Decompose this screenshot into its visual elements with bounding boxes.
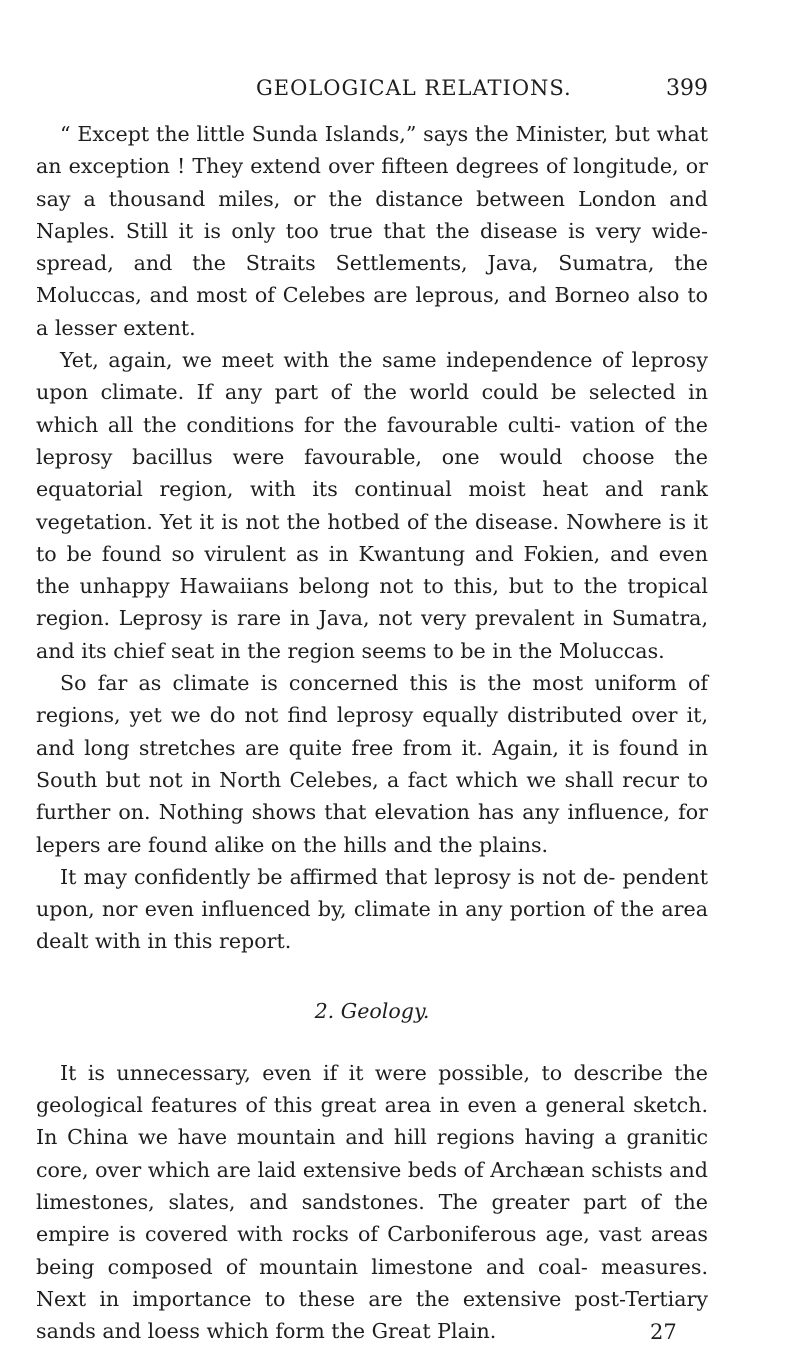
paragraph-geology: It is unnecessary, even if it were possible, to describe the geological features of this great area in even a general sketch. In China we have mountain and hill regions having a granitic core, over which are laid extensive beds of Archæan schists and limestones, slates, and sandstones. The greater part of the empire is covered with rocks of Carboniferous age, vast areas being composed of mountain limestone and coal- measures. Next in importance to these are the extensive post-Tertiary sands and loess which form the Great Plain.: [36, 1060, 708, 1344]
signature-mark: 27: [650, 1320, 677, 1344]
section-title: Geology.: [340, 998, 430, 1023]
paragraph-climate-independence: Yet, again, we meet with the same independence of leprosy upon climate. If any part of the world could be selected in which all the conditions for the favourable culti- vation of the leprosy bacillus were favourable, one would choose the equatorial region, with its continual moist heat and rank vegetation. Yet it is not the hotbed of the disease. Nowhere is it to be found so virulent as in Kwantung and Fokien, and even the unhappy Hawaiians belong not to this, but to the tropical region. Leprosy is rare in Java, not very prevalent in Sumatra, and its chief seat in the region seems to be in the Moluccas.: [36, 348, 708, 663]
paragraph-climate-intro: “ Except the little Sunda Islands,” says the Minister, but what an exception ! They extend over fifteen degrees of longitude, or say a thousand miles, or the distance between London and Naples. Still it is only too true that the disease is very wide-spread, and the Straits Settlements, Java, Sumatra, the Moluccas, and most of Celebes are leprous, and Borneo also to a lesser extent.: [36, 122, 708, 340]
section-heading: [36, 995, 708, 1027]
body-text: [36, 118, 708, 1347]
section-number: 2.: [314, 998, 335, 1023]
running-title: GEOLOGICAL RELATIONS.: [256, 76, 572, 100]
running-head: [0, 76, 800, 106]
page-number: 399: [666, 76, 708, 101]
paragraph-climate-uniform: So far as climate is concerned this is the most uniform of regions, yet we do not find leprosy equally distributed over it, and long stretches are quite free from it. Again, it is found in South but not in North Celebes, a fact which we shall recur to further on. Nothing shows that elevation has any influence, for lepers are found alike on the hills and the plains.: [36, 671, 708, 857]
paragraph-climate-conclusion: It may confidently be affirmed that leprosy is not de- pendent upon, nor even influenced by, climate in any portion of the area dealt with in this report.: [36, 864, 708, 954]
